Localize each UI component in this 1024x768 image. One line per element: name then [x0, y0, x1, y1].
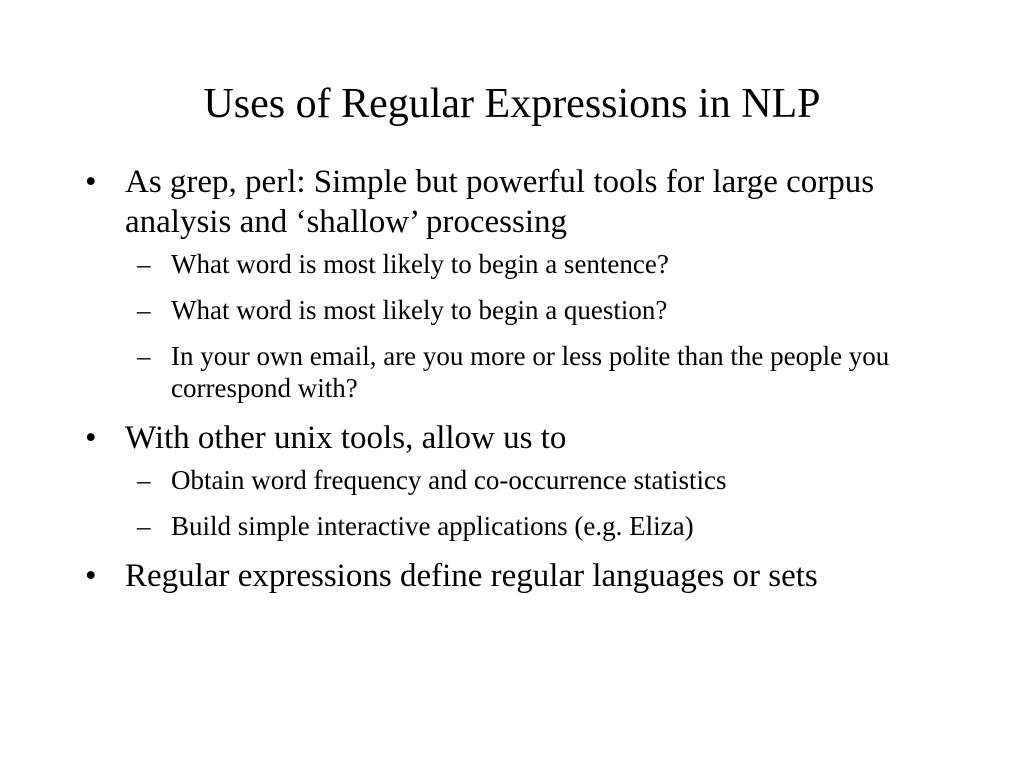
bullet-text: With other unix tools, allow us to	[125, 420, 567, 456]
bullet-marker: •	[85, 420, 97, 456]
bullet-text: As grep, perl: Simple but powerful tools for large corpus analysis and ‘shallow’ processing	[125, 164, 875, 240]
sub-item	[137, 464, 945, 496]
sub-item	[137, 248, 945, 280]
bullet-item	[85, 162, 945, 242]
bullet-text: Regular expressions define regular languages or sets	[125, 558, 818, 594]
sub-text: What word is most likely to begin a question?	[171, 295, 668, 325]
slide-title: Uses of Regular Expressions in NLP	[203, 81, 821, 127]
sub-marker: –	[137, 465, 151, 495]
bullet-item	[85, 556, 945, 596]
sub-text: Build simple interactive applications (e.g. Eliza)	[171, 511, 694, 541]
sub-text: Obtain word frequency and co-occurrence statistics	[171, 465, 727, 495]
sub-item	[137, 294, 945, 326]
sub-list	[85, 464, 945, 542]
sub-list	[85, 248, 945, 404]
sub-marker: –	[137, 341, 151, 371]
bullet-marker: •	[85, 558, 97, 594]
sub-marker: –	[137, 511, 151, 541]
bullet-list	[85, 162, 945, 600]
sub-text: What word is most likely to begin a sentence?	[171, 249, 669, 279]
sub-marker: –	[137, 249, 151, 279]
bullet-marker: •	[85, 164, 97, 200]
bullet-item	[85, 418, 945, 458]
sub-item	[137, 510, 945, 542]
sub-marker: –	[137, 295, 151, 325]
sub-item	[137, 340, 945, 404]
sub-text: In your own email, are you more or less polite than the people you correspond with?	[171, 341, 890, 403]
